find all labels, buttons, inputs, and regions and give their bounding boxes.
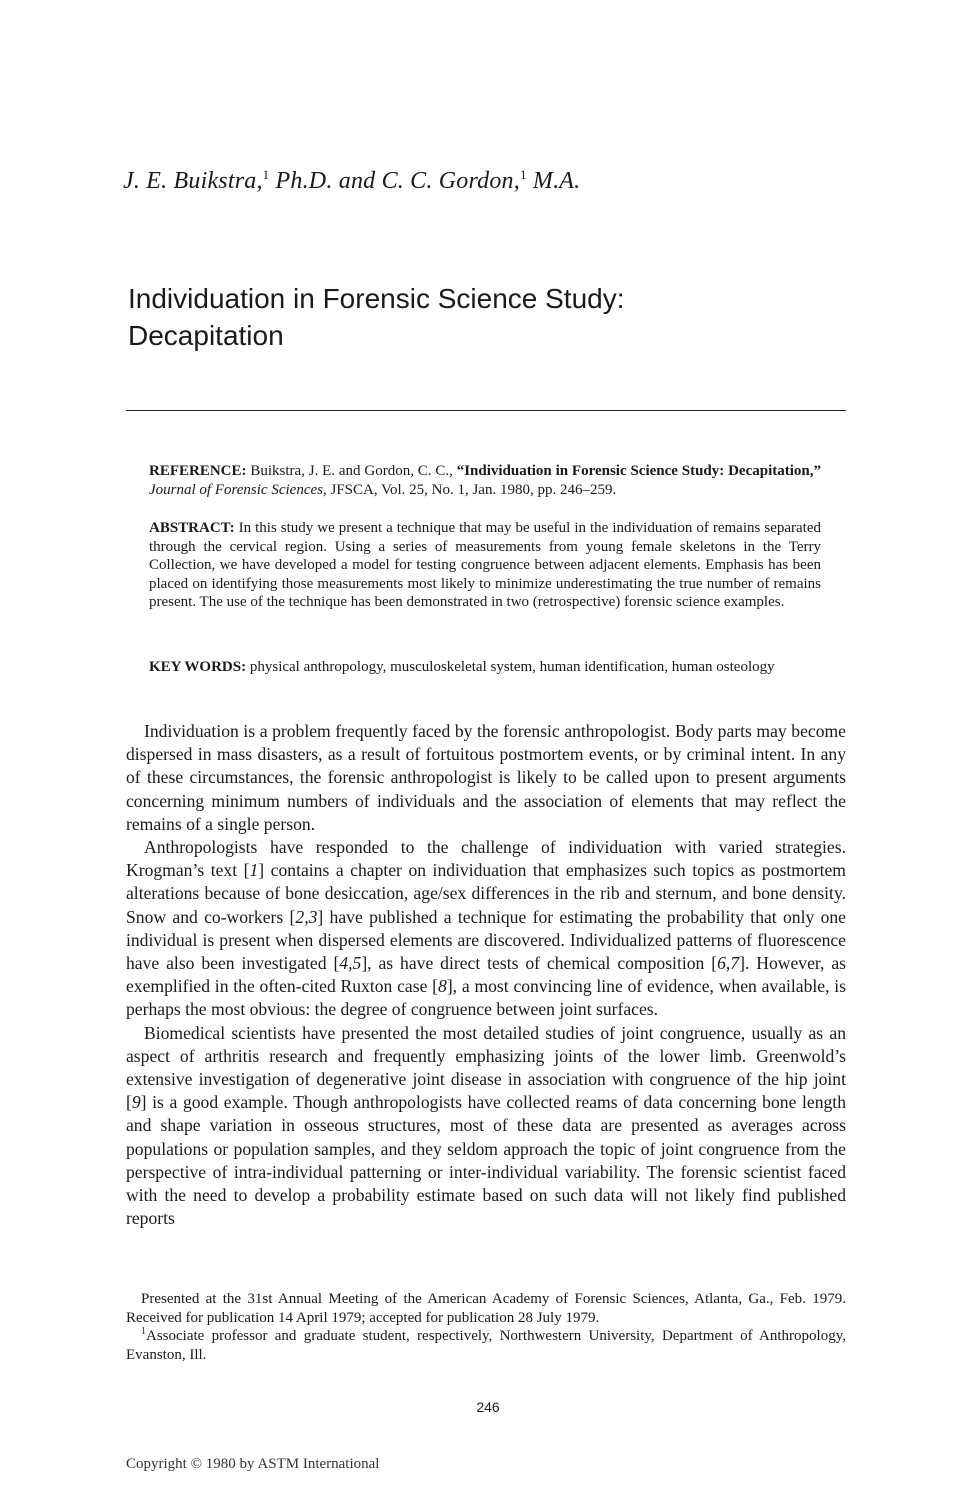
citation-ref: 9 [131, 1092, 141, 1113]
author-2-name: C. C. Gordon, [381, 168, 520, 194]
reference-block [149, 462, 821, 499]
reference-journal: Journal of Forensic Sciences, [149, 481, 327, 498]
author-line [123, 168, 580, 195]
paper-title-line-1: Individuation in Forensic Science Study: [128, 283, 625, 314]
text-run: ] contains a chapter on individuation that emphasizes such topics as postmortem alterations because of bone desiccation, age/sex differences in the rib and sternum, and bone density. Snow and co-workers [ [126, 860, 846, 927]
abstract-label: ABSTRACT: [149, 520, 235, 536]
text-run: ] have published a technique for estimating the probability that only one individual is present when dispersed elements are discovered. Individualized patterns of fluorescence have also been investigated [ [126, 906, 846, 974]
body-text [126, 720, 846, 1230]
citation-ref: 8 [438, 976, 447, 997]
author-1-name: J. E. Buikstra, [123, 168, 263, 194]
author-2-degree: M.A. [532, 168, 581, 194]
citation-ref: 1 [249, 860, 259, 881]
text-run: ], as have direct tests of chemical composition [ [361, 953, 718, 974]
author-1-degree: Ph.D. [275, 168, 333, 194]
footnote-affiliation-text: Associate professor and graduate student, respectively, Northwestern University, Department of Anthropology, Evanston, Ill. [126, 1328, 846, 1363]
body-paragraph-2 [126, 836, 846, 1022]
author-1-footnote-marker: 1 [262, 167, 270, 182]
paper-title [128, 280, 848, 354]
text-run: Biomedical scientists have presented the most detailed studies of joint congruence, usually as an aspect of arthritis research and frequently emphasizing joints of the lower limb. Greenwold’s extensive investigation of degenerative joint disease in association with congruence of the hip joint [ [126, 1022, 846, 1113]
footnote-marker: 1 [141, 1326, 146, 1337]
author-conjunction: and [338, 168, 376, 194]
page-number: 246 [476, 1399, 500, 1415]
keywords-text: physical anthropology, musculoskeletal system, human identification, human osteology [249, 659, 775, 675]
reference-citation: JFSCA, Vol. 25, No. 1, Jan. 1980, pp. 246–259. [330, 481, 617, 498]
footnotes [126, 1290, 846, 1364]
abstract-block [149, 519, 821, 612]
body-paragraph-1 [126, 720, 846, 836]
abstract-text: In this study we present a technique that may be useful in the individuation of remains separated through the cervical region. Using a series of measurements from young female skeletons in the Terry Collection, we have developed a model for testing congruence between adjacent elements. Emphasis has been placed on identifying those measurements most likely to minimize underestimating the true number of remains present. The use of the technique has been demonstrated in two (retrospective) forensic science examples. [149, 520, 821, 610]
keywords-block [149, 658, 821, 677]
text-run: ]. However, as exemplified in the often-cited Ruxton case [ [126, 953, 847, 997]
author-2-footnote-marker: 1 [519, 167, 527, 182]
body-paragraph-3 [126, 1022, 846, 1231]
citation-ref: 6,7 [717, 953, 740, 974]
body-paragraph-1-text: Individuation is a problem frequently faced by the forensic anthropologist. Body parts may become dispersed in mass disasters, as a result of fortuitous postmortem events, or by criminal intent. In any of these circumstances, the forensic anthropologist is likely to be called upon to present arguments concerning minimum numbers of individuals and the association of elements that may reflect the remains of a single person. [126, 721, 846, 834]
reference-article-title: “Individuation in Forensic Science Study: Decapitation,” [456, 463, 822, 479]
reference-authors: Buikstra, J. E. and Gordon, C. C., [250, 463, 453, 479]
copyright-notice: Copyright © 1980 by ASTM International [126, 1456, 380, 1472]
footnote-presented: Presented at the 31st Annual Meeting of the American Academy of Forensic Sciences, Atlanta, Ga., Feb. 1979. Received for publication 14 April 1979; accepted for publication 28 July 1979. [126, 1291, 846, 1326]
paper-title-line-2: Decapitation [128, 320, 284, 351]
footnote-affiliation [126, 1327, 846, 1364]
keywords-label: KEY WORDS: [149, 659, 247, 675]
citation-ref: 2,3 [295, 906, 318, 927]
text-run: ], a most convincing line of evidence, when available, is perhaps the most obvious: the degree of congruence between joint surfaces. [126, 976, 846, 1020]
text-run: ] is a good example. Though anthropologists have collected reams of data concerning bone length and shape variation in osseous structures, most of these data are presented as averages across populations or population samples, and they seldom approach the topic of joint congruence from the perspective of intra-individual patterning or inter-individual variability. The forensic scientist faced with the need to develop a probability estimate based on such data will not likely find published reports [126, 1092, 846, 1229]
title-divider [126, 410, 846, 411]
reference-label: REFERENCE: [149, 463, 247, 479]
citation-ref: 4,5 [339, 953, 362, 974]
text-run: Anthropologists have responded to the challenge of individuation with varied strategies. Krogman’s text [ [126, 837, 846, 881]
